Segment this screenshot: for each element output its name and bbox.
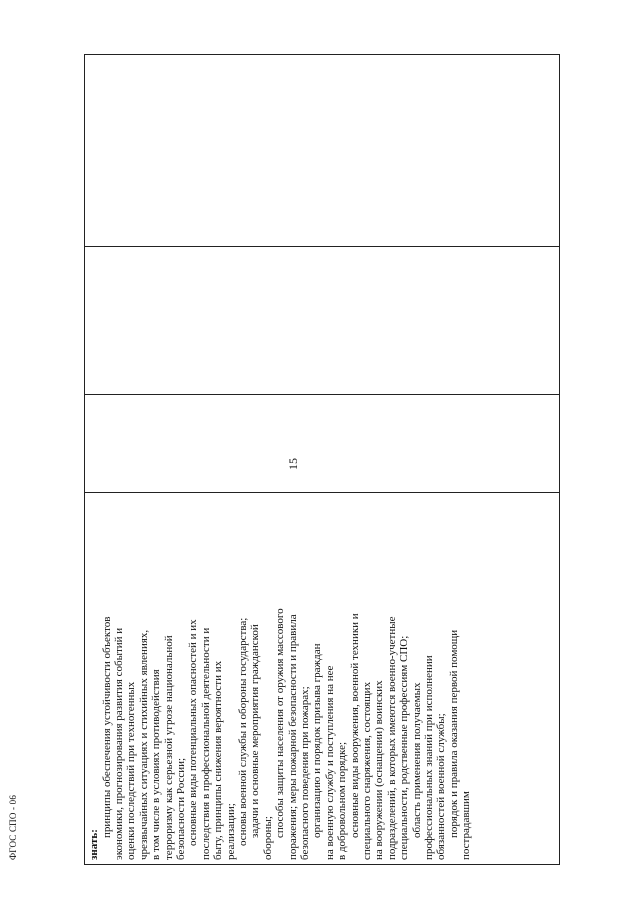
knowledge-line: обязанностей военной службы;: [435, 713, 448, 860]
knowledge-line: в добровольном порядке;: [336, 741, 349, 860]
knowledge-line: принципы обеспечения устойчивости объектов: [100, 616, 113, 838]
knowledge-line: в том числе в условиях противодействия: [150, 669, 163, 860]
knowledge-heading: знать:: [88, 829, 100, 860]
empty-cell-2: [85, 395, 560, 493]
knowledge-line: основные виды вооружения, военной техники и: [348, 613, 361, 838]
knowledge-line: безопасного поведения при пожарах;: [299, 686, 311, 860]
knowledge-line: обороны;: [261, 816, 274, 860]
knowledge-line: основы военной службы и обороны государства;: [236, 617, 249, 846]
knowledge-line: экономики, прогнозирования развития событий и: [112, 627, 125, 860]
knowledge-line: основные виды потенциальных опасностей и их: [187, 619, 200, 846]
knowledge-line: чрезвычайных ситуациях и стихийных явлениях,: [137, 629, 150, 860]
knowledge-line: оценки последствий при техногенных: [125, 681, 138, 860]
knowledge-cell: [85, 493, 560, 865]
knowledge-line: последствия в профессиональной деятельности и: [199, 627, 212, 860]
knowledge-line: на военную службу и поступления на нее: [323, 665, 336, 860]
empty-cell-3: [85, 247, 560, 395]
knowledge-line: область применения получаемых: [410, 682, 423, 838]
knowledge-line: порядок и правила оказания первой помощи: [447, 629, 460, 838]
knowledge-line: безопасности России;: [174, 757, 187, 860]
knowledge-lines: [101, 497, 473, 860]
rotated-table: [84, 55, 560, 865]
knowledge-line: реализации;: [224, 803, 237, 860]
competency-table: [84, 54, 560, 865]
page-number: 15: [286, 458, 300, 470]
knowledge-line: организацию и порядок призыва граждан: [311, 643, 324, 838]
footer-code: ФГОС СПО - 06: [8, 794, 18, 860]
knowledge-line: задачи и основные мероприятия гражданской: [249, 624, 262, 838]
knowledge-line: на вооружении (оснащении) воинских: [373, 680, 386, 860]
knowledge-line: профессиональных знаний при исполнении: [423, 655, 436, 860]
knowledge-line: поражения; меры пожарной безопасности и правила: [286, 614, 299, 860]
knowledge-line: способы защиты населения от оружия массового: [274, 608, 287, 838]
knowledge-line: специального снаряжения, состоящих: [361, 681, 374, 860]
knowledge-line: быту, принципы снижения вероятности их: [212, 660, 225, 860]
knowledge-line: терроризму как серьезной угрозе национальной: [162, 635, 175, 860]
table-row: [85, 55, 560, 865]
empty-cell-4: [85, 55, 560, 247]
knowledge-line: пострадавшим: [460, 791, 473, 860]
knowledge-line: подразделений, в которых имеются военно-учетные: [385, 616, 398, 860]
knowledge-line: специальности, родственные профессиям СПО;: [398, 635, 411, 860]
